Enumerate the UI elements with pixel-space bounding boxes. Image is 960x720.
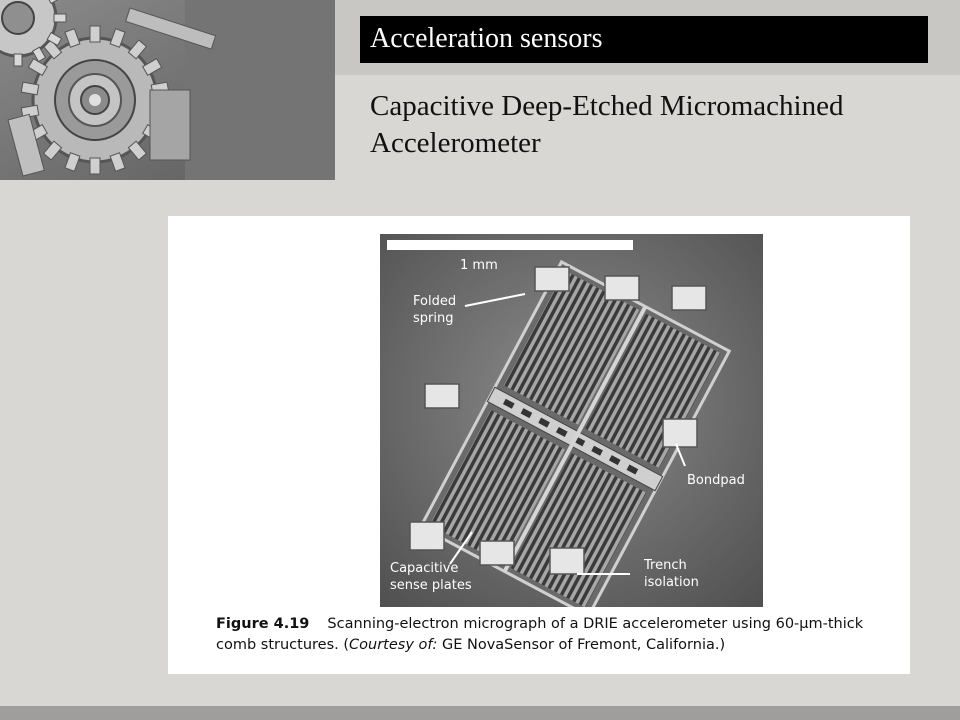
sem-micrograph: [380, 234, 763, 607]
caption-courtesy-text: GE NovaSensor of Fremont, California.): [437, 637, 726, 653]
slide-title: Acceleration sensors: [370, 23, 603, 54]
title-bar: [360, 16, 928, 63]
caption-text: Scanning-electron micrograph of a DRIE accelerometer using 60-μm-thick comb structures. (: [216, 616, 864, 653]
trench-isolation-label: Trench isolation: [644, 558, 699, 590]
scale-label: 1 mm: [460, 258, 498, 273]
figure-caption: [216, 614, 896, 656]
gear-micrograph-image: [0, 0, 335, 180]
figure-panel: [168, 216, 910, 674]
figure-number: Figure 4.19: [216, 616, 310, 632]
folded-spring-label: Folded spring: [413, 294, 457, 326]
accelerometer-micrograph-svg: [380, 234, 763, 607]
bottom-strip: [0, 706, 960, 720]
bondpad-label: Bondpad: [687, 473, 745, 488]
slide-subtitle: Capacitive Deep-Etched Micromachined Accelerometer: [370, 90, 844, 159]
gear-micrograph-svg: [0, 0, 335, 180]
capacitive-sense-plates-label: Capacitive sense plates: [390, 561, 472, 593]
caption-courtesy-label: Courtesy of:: [349, 637, 438, 653]
